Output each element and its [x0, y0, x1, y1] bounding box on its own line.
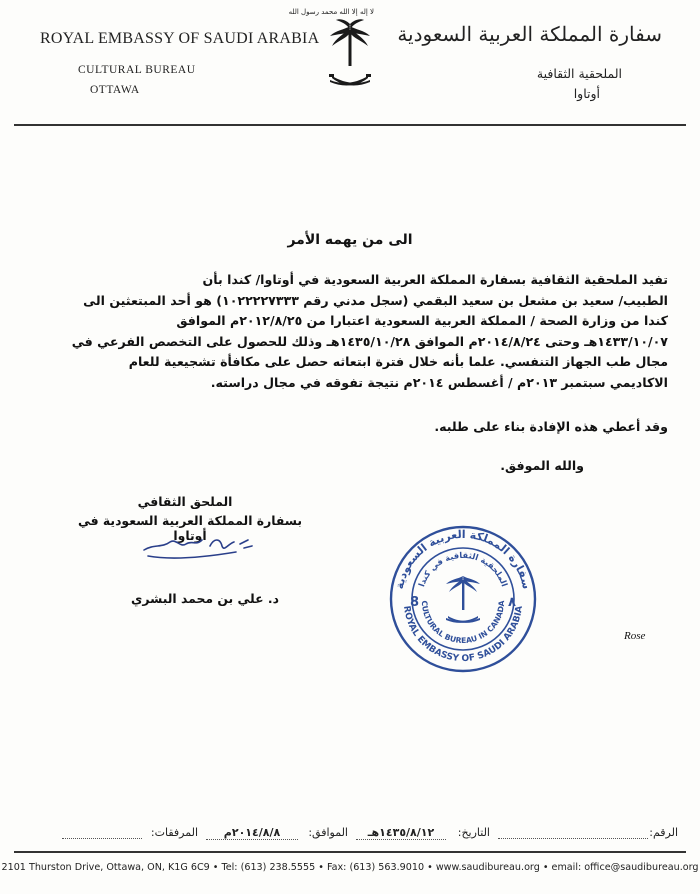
- english-embassy-title: ROYAL EMBASSY OF SAUDI ARABIA: [40, 30, 320, 47]
- body-line: الاكاديمي سبتمبر ٢٠١٣م / أغسطس ٢٠١٤م نتيجة تفوقه في مجال دراسته.: [210, 374, 668, 390]
- footer-divider: [14, 851, 686, 853]
- signatory-org: بسفارة المملكة العربية السعودية في أوتاوا: [77, 513, 303, 543]
- body-line: ١٤٣٣/١٠/٠٧هـ وحتى ٢٠١٤/٨/٢٤م الموافق ١٤٣٥/١٠/٢٨هـ وذلك للحصول على التخصص الفرعي في: [71, 333, 668, 349]
- english-city-label: OTTAWA: [90, 84, 140, 96]
- corresponding-label: الموافق:: [308, 826, 348, 839]
- stamp-inner-top: الملحقية الثقافية في كندا: [416, 549, 510, 588]
- closing-line: والله الموفق.: [500, 458, 584, 473]
- stamp-number-left: 8: [410, 595, 420, 610]
- arabic-embassy-title: سفارة المملكة العربية السعودية: [397, 22, 662, 46]
- signatory-title: الملحق الثقافي: [137, 494, 233, 509]
- arabic-city-label: أوتاوا: [573, 86, 600, 101]
- corresponding-value: ٢٠١٤/٨/٨م: [206, 826, 298, 840]
- body-line: كندا من وزارة الصحة / المملكة العربية السعودية اعتبارا من ٢٠١٢/٨/٢٥م الموافق: [176, 313, 668, 329]
- english-bureau-label: CULTURAL BUREAU: [78, 64, 196, 76]
- arabic-bureau-label: الملحقية الثقافية: [536, 66, 622, 81]
- palm-swords-icon: [326, 16, 374, 102]
- body-line: مجال طب الجهاز التنفسي. علما بأنه خلال فترة ابتعاثه حصل على مكافأة تشجيعية للعام: [128, 354, 668, 370]
- reference-row: [22, 826, 678, 842]
- handwritten-signature: [140, 526, 260, 564]
- header-divider: [14, 124, 686, 126]
- stamp-outer-top: سفارة المملكة العربية السعودية: [392, 527, 534, 591]
- stamp-number-right: ٨: [508, 595, 516, 610]
- ref-number-dots: [498, 838, 648, 839]
- stamp-inner-bottom: CULTURAL BUREAU IN CANADA: [419, 600, 507, 646]
- stamp-outer-bottom: ROYAL EMBASSY OF SAUDI ARABIA: [401, 605, 525, 665]
- body-line: تفيد الملحقية الثقافية بسفارة المملكة العربية السعودية في أوتاوا/ كندا بأن: [202, 272, 668, 287]
- emblem-shahada: لا إله إلا الله محمد رسول الله: [288, 8, 374, 16]
- ref-number-label: الرقم:: [649, 826, 678, 839]
- request-line: وقد أعطي هذه الإفادة بناء على طلبه.: [434, 419, 668, 434]
- date-value: ١٤٣٥/٨/١٢هـ: [356, 826, 446, 840]
- attachments-dots: [62, 838, 142, 839]
- saudi-emblem: [288, 8, 374, 108]
- letter-heading: الى من يهمه الأمر: [287, 232, 413, 248]
- attachments-label: المرفقات:: [150, 826, 198, 839]
- official-stamp: [388, 524, 538, 674]
- footer-contact: 2101 Thurston Drive, Ottawa, ON, K1G 6C9 • Tel: (613) 238.5555 • Fax: (613) 563.9010 • www.saudibureau.org • email: office@saudibureau.org: [1, 862, 699, 873]
- stamp-palm-icon: [446, 576, 480, 623]
- signatory-name: د. علي بن محمد البشري: [131, 591, 279, 606]
- date-label: التاريخ:: [457, 826, 490, 839]
- body-line: الطبيب/ سعيد بن مشعل بن سعيد البقمي (سجل مدني رقم ١٠٢٢٢٢٧٣٣٣) هو أحد المبتعثين الى: [83, 292, 668, 308]
- letter-body: [34, 270, 668, 394]
- typist-initials: Rose: [624, 630, 646, 642]
